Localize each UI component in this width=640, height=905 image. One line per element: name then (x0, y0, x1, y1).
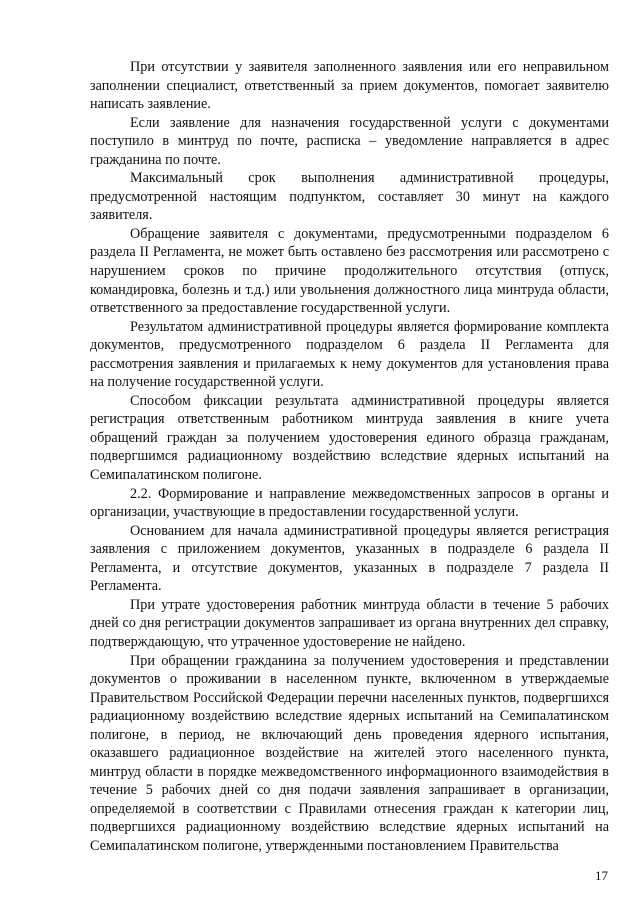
paragraph-10: При обращении гражданина за получением удостоверения и представлении документов о проживании в населенном пункте, включенном в утверждаемые Правительством Российской Федерации перечни населенных пунктов, подвергшихся радиационному воздействию вследствие ядерных испытаний на Семипалатинском полигоне, в период, не включающий день проведения ядерного испытания, оказавшего радиационное воздействие на жителей этого населенного пункта, минтруд области в порядке межведомственного информационного взаимодействия в течение 5 рабочих дней со дня подачи заявления запрашивает в организации, определяемой в соответствии с Правилами отнесения граждан к категории лиц, подвергшихся радиационному воздействию вследствие ядерных испытаний на Семипалатинском полигоне, утвержденными постановлением Правительства (90, 652, 609, 854)
paragraph-3: Максимальный срок выполнения административной процедуры, предусмотренной настоящим подпунктом, составляет 30 минут на каждого заявителя. (90, 170, 609, 224)
paragraph-1: При отсутствии у заявителя заполненного заявления или его неправильном заполнении специалист, ответственный за прием документов, помогает заявителю написать заявление. (90, 59, 609, 113)
page-number: 17 (595, 868, 608, 883)
paragraph-4: Обращение заявителя с документами, предусмотренными подразделом 6 раздела II Регламента, не может быть оставлено без рассмотрения или рассмотрено с нарушением сроков по причине продолжительного отсутствия (отпуск, командировка, болезнь и т.д.) или увольнения должностного лица минтруда области, ответственного за предоставление государственной услуги. (90, 225, 609, 317)
paragraph-9: При утрате удостоверения работник минтруда области в течение 5 рабочих дней со дня регистрации документов запрашивает из органа внутренних дел справку, подтверждающую, что утраченное удостоверение не найдено. (90, 596, 609, 650)
paragraph-8: Основанием для начала административной процедуры является регистрация заявления с приложением документов, указанных в подразделе 6 раздела II Регламента, и отсутствие документов, указанных в подразделе 7 раздела II Регламента. (90, 522, 609, 595)
paragraph-6: Способом фиксации результата административной процедуры является регистрация ответственным работником минтруда заявления в книге учета обращений граждан за получением удостоверения единого образца гражданам, подвергшимся радиационному воздействию вследствие ядерных испытаний на Семипалатинском полигоне. (90, 392, 609, 484)
document-body (90, 58, 609, 856)
paragraph-5: Результатом административной процедуры является формирование комплекта документов, предусмотренного подразделом 6 раздела II Регламента для рассмотрения заявления и прилагаемых к нему документов для установления права на получение государственной услуги. (90, 318, 609, 391)
paragraph-2: Если заявление для назначения государственной услуги с документами поступило в минтруд по почте, расписка – уведомление направляется в адрес гражданина по почте. (90, 114, 609, 168)
paragraph-7: 2.2. Формирование и направление межведомственных запросов в органы и организации, участвующие в предоставлении государственной услуги. (90, 485, 609, 521)
